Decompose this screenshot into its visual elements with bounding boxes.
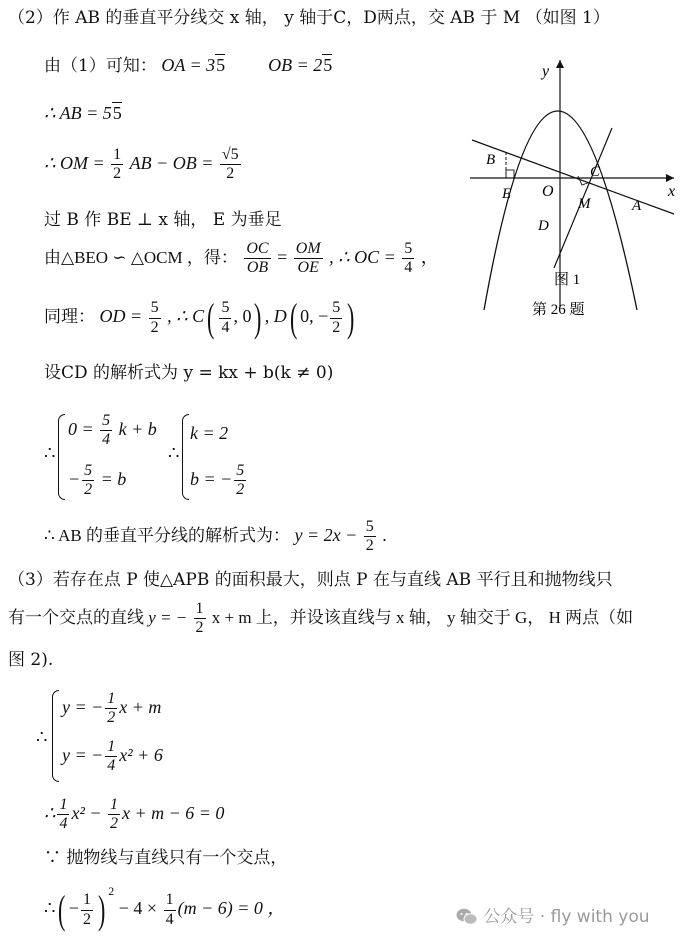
- line-ab: ∴ AB = 55: [44, 103, 122, 123]
- line-om: ∴ OM = $\frac{1}{2}$ AB − OB = $\frac{√5}{2}$: [44, 146, 239, 183]
- brace-1: [58, 414, 65, 500]
- label-b: B: [486, 152, 496, 168]
- label-c: C: [590, 164, 601, 180]
- figure-1: [462, 52, 682, 322]
- line-tangent: 有一个交点的直线 y = − $\frac{1}{2}$ x + m 上，并设该直线与 x 轴， y 轴交于 G， H 两点（如: [8, 600, 634, 637]
- line-od: 同理： OD = $\frac{5}{2}$ , ∴ C( $\frac{5}{4}$ , 0) , D( 0, − $\frac{5}{2}$ ): [44, 295, 355, 340]
- brace-3: [52, 690, 59, 782]
- line-perp-bisector: ∴ AB 的垂直平分线的解析式为： y = 2x − $\frac{5}{2}$ .: [44, 518, 387, 555]
- figure-caption: 图 1: [554, 272, 581, 288]
- line-be-perp: 过 B 作 BE ⊥ x 轴， E 为垂足: [44, 210, 282, 230]
- system3-row1: y = − $\frac{1}{2}$ x + m: [62, 690, 162, 727]
- system1-row2: − $\frac{5}{2}$ = b: [68, 462, 127, 499]
- system2-row1: k = 2: [190, 423, 229, 443]
- label-m: M: [578, 196, 591, 212]
- line-oa-ob: 由（1）可知： OA = 35 OB = 25: [44, 55, 333, 76]
- therefore-3: ∴: [36, 727, 48, 747]
- heading-part-3: （3）若存在点 P 使△APB 的面积最大，则点 P 在与直线 AB 平行且和抛物线只: [8, 570, 613, 590]
- wechat-icon: [456, 908, 478, 926]
- system1-row1: 0 = $\frac{5}{4}$ k + b: [68, 412, 157, 449]
- y-arrow: [556, 60, 564, 68]
- therefore-2: ∴: [168, 443, 180, 463]
- watermark: [456, 902, 650, 927]
- system2-row2: b = − $\frac{5}{2}$: [190, 462, 245, 499]
- x-arrow: [666, 174, 674, 182]
- label-x: x: [668, 183, 676, 200]
- therefore-1: ∴: [44, 443, 56, 463]
- label-a: A: [632, 198, 642, 214]
- label-d: D: [538, 218, 549, 234]
- label-e: E: [502, 186, 512, 202]
- system3-row2: y = − $\frac{1}{4}$ x² + 6: [62, 738, 163, 775]
- label-y: y: [542, 63, 550, 80]
- figure-subcaption: 第 26 题: [532, 302, 585, 318]
- watermark-text: 公众号 · fly with you: [483, 907, 650, 927]
- line-similar: 由△BEO ∽ △OCM ，得： $\frac{OC}{OB}$ = $\frac{OM}{OE}$ , ∴ OC = $\frac{5}{4}$ ，: [44, 240, 439, 277]
- brace-2: [182, 414, 189, 500]
- right-angle-e: [506, 170, 514, 178]
- line-quadratic: ∴ $\frac{1}{4}$ x² − $\frac{1}{2}$ x + m − 6 = 0: [44, 796, 225, 833]
- figure-ref: 图 2).: [8, 650, 54, 670]
- line-one-intersection: ∵ 抛物线与直线只有一个交点，: [44, 848, 288, 868]
- label-o: O: [542, 183, 554, 200]
- line-discriminant: ∴( − $\frac{1}{2}$ ) $^2$ − 4 × $\frac{1}{4}$ (m − 6) = 0 ，: [44, 884, 286, 932]
- heading-part-2: （2）作 AB 的垂直平分线交 x 轴， y 轴于C，D两点，交 AB 于 M （如图 1）: [8, 8, 610, 28]
- line-ab: [472, 140, 674, 214]
- line-cd-expr: 设CD 的解析式为 y = kx + b(k ≠ 0): [44, 363, 334, 383]
